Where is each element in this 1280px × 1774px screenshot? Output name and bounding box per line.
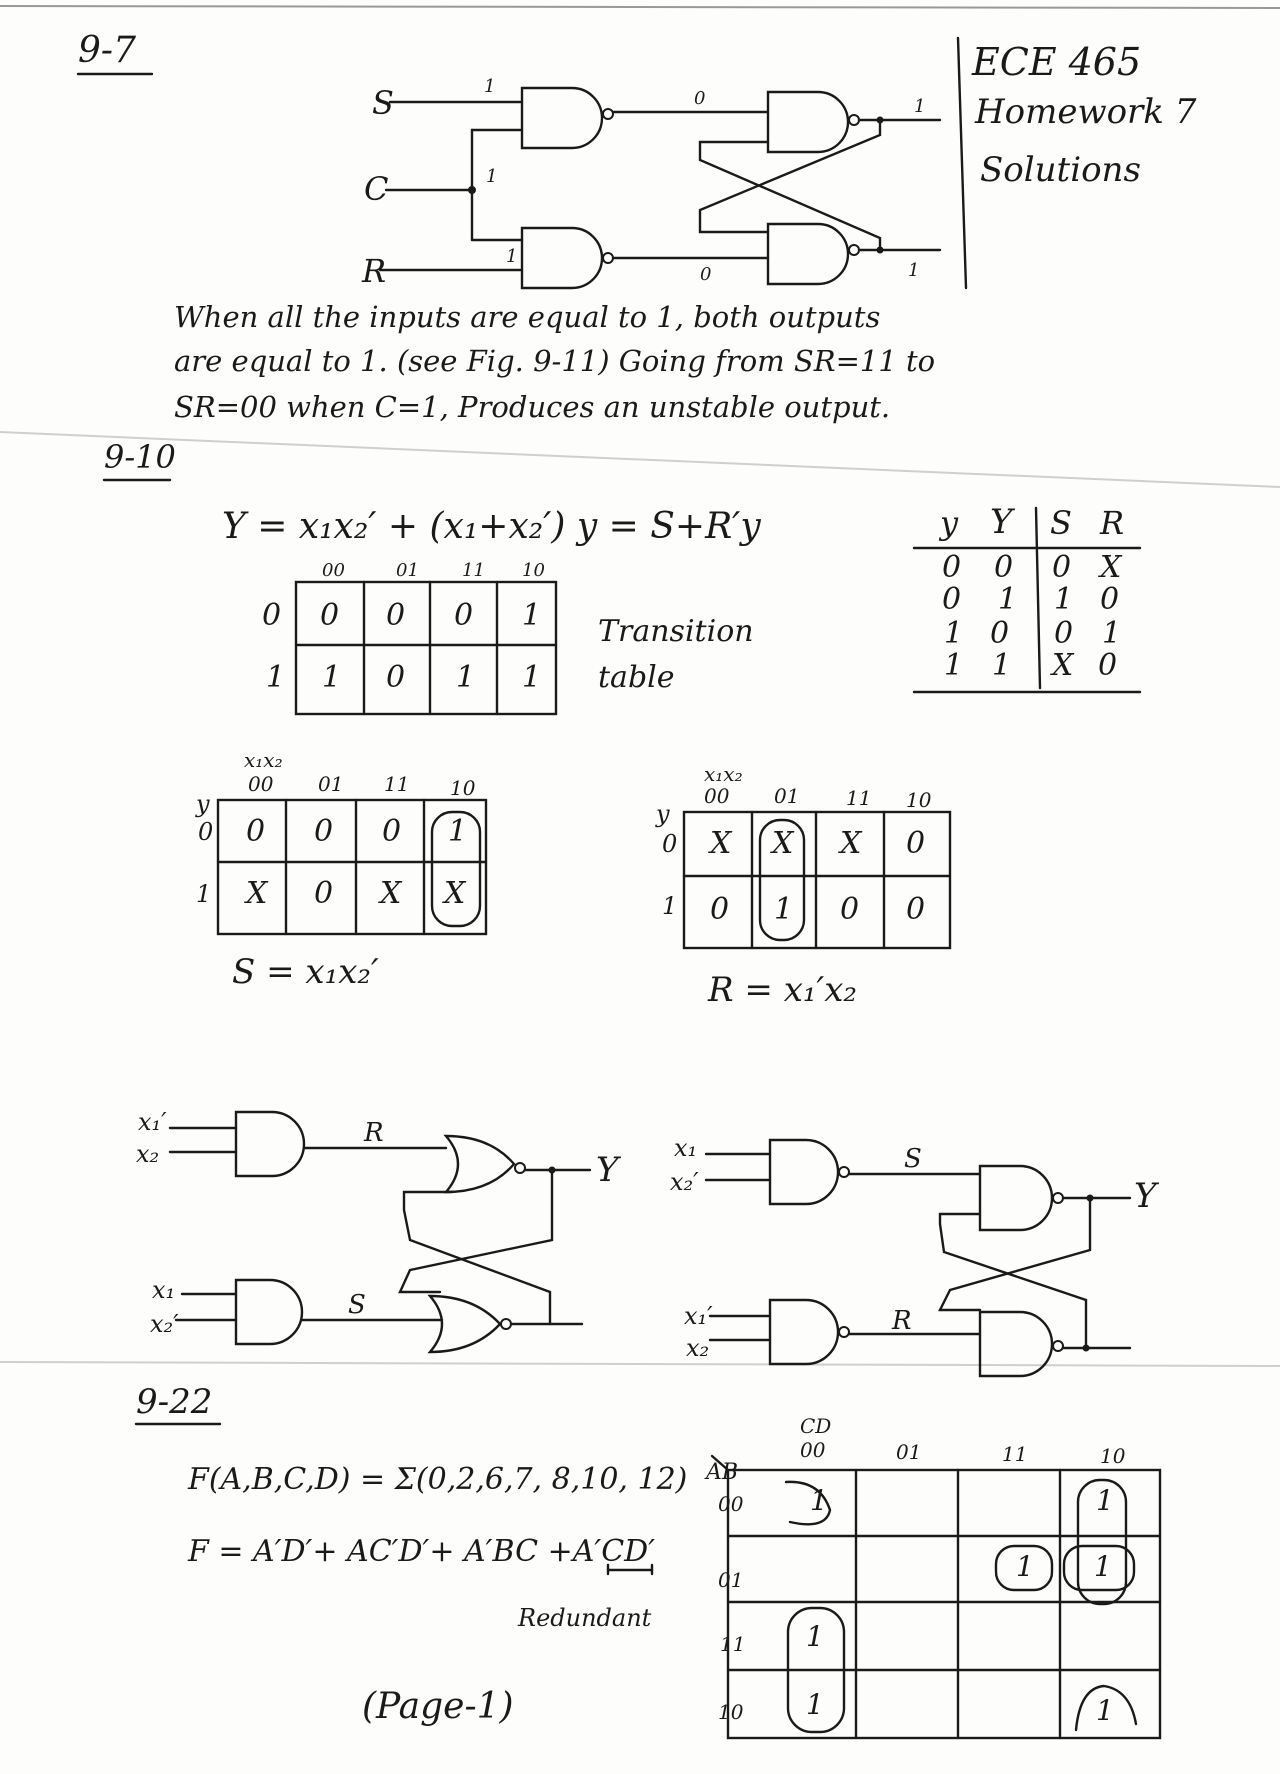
kmap-r-var-label: x₁x₂ bbox=[704, 762, 743, 786]
kmap-s-cell: X bbox=[380, 876, 402, 911]
kmap-s-cell: X bbox=[444, 876, 466, 911]
sr-cell: X bbox=[1052, 648, 1074, 683]
kmap-s-row-header: 0 bbox=[198, 818, 214, 846]
section-divider-2 bbox=[0, 1362, 1280, 1366]
kmap-s-col-header: 11 bbox=[384, 772, 410, 796]
redundant-label: Redundant bbox=[518, 1604, 652, 1632]
page-top-edge bbox=[0, 6, 1280, 8]
nand-output-label: Y bbox=[1134, 1176, 1157, 1216]
nand-input-label: x₂ bbox=[686, 1334, 710, 1362]
sr-cell: 1 bbox=[944, 648, 964, 683]
tt-row-header: 1 bbox=[266, 660, 286, 695]
nor-wire-s-label: S bbox=[348, 1290, 366, 1320]
nor-input-label: x₂ bbox=[136, 1140, 160, 1168]
nor-input-label: x₁′ bbox=[138, 1108, 167, 1136]
kmap-r-col-header: 00 bbox=[704, 784, 730, 808]
nand-input-label: x₁′ bbox=[684, 1302, 713, 1330]
input-r-label: R bbox=[362, 252, 387, 290]
kmap-s-var-label: x₁x₂ bbox=[244, 748, 283, 772]
transition-caption-1: Transition bbox=[598, 614, 754, 649]
kmap-r-col-header: 10 bbox=[906, 788, 932, 812]
nor-input-label: x₂′ bbox=[150, 1310, 179, 1338]
logic-value: 1 bbox=[908, 260, 920, 281]
nand-latch-circuit bbox=[706, 1140, 1130, 1376]
latch-9-7-circuit bbox=[380, 88, 940, 288]
page-number: (Page-1) bbox=[362, 1686, 514, 1727]
kmap-r-cell: 0 bbox=[906, 826, 926, 861]
sr-cell: 0 bbox=[942, 582, 962, 617]
input-c-label: C bbox=[364, 170, 389, 208]
kmap922-cell: 1 bbox=[806, 1688, 824, 1721]
kmap-r-cell: 0 bbox=[840, 892, 860, 927]
sr-header: R bbox=[1100, 504, 1125, 542]
kmap-r-cell: X bbox=[772, 826, 794, 861]
kmap922-cell: 1 bbox=[1096, 1484, 1114, 1517]
tt-col-header: 00 bbox=[322, 560, 345, 581]
minterm-function: F(A,B,C,D) = Σ(0,2,6,7, 8,10, 12) bbox=[188, 1462, 688, 1497]
explanation-line-3: SR=00 when C=1, Produces an unstable output. bbox=[174, 390, 891, 424]
header-divider bbox=[958, 38, 966, 288]
kmap922-col-header: 00 bbox=[800, 1438, 826, 1462]
sr-cell: 0 bbox=[1098, 648, 1118, 683]
kmap-s-cell: 0 bbox=[382, 814, 402, 849]
sr-cell: 0 bbox=[942, 550, 962, 585]
kmap-r-cell: 0 bbox=[906, 892, 926, 927]
redundant-term: +A′CD′ bbox=[547, 1534, 656, 1569]
transition-caption-2: table bbox=[598, 660, 675, 695]
logic-value: 0 bbox=[694, 88, 706, 109]
section-divider-1 bbox=[0, 432, 1280, 487]
kmap922-row-header: 00 bbox=[718, 1492, 744, 1516]
explanation-line-1: When all the inputs are equal to 1, both outputs bbox=[174, 300, 881, 334]
sr-header: S bbox=[1050, 504, 1072, 542]
kmap-r-row-header: 1 bbox=[662, 892, 678, 920]
nor-wire-r-label: R bbox=[364, 1118, 384, 1148]
sr-cell: 1 bbox=[1102, 616, 1122, 651]
kmap-s-cell: 1 bbox=[448, 814, 468, 849]
tt-col-header: 10 bbox=[522, 560, 545, 581]
kmap922-row-header: 01 bbox=[718, 1568, 744, 1592]
sr-cell: X bbox=[1100, 550, 1122, 585]
kmap-r-cell: X bbox=[840, 826, 862, 861]
kmap922-col-var: CD bbox=[800, 1414, 832, 1438]
problem-label-9-10: 9-10 bbox=[104, 438, 176, 476]
nor-input-label: x₁ bbox=[152, 1276, 176, 1304]
kmap-s-cell: 0 bbox=[314, 814, 334, 849]
simplified-function bbox=[188, 1534, 655, 1569]
nand-input-label: x₁ bbox=[674, 1134, 698, 1162]
problem-label-9-22: 9-22 bbox=[136, 1382, 213, 1422]
kmap-s-col-header: 01 bbox=[318, 772, 344, 796]
logic-value: 0 bbox=[700, 264, 712, 285]
tt-row-header: 0 bbox=[262, 598, 282, 633]
sr-cell: 0 bbox=[990, 616, 1010, 651]
tt-cell: 0 bbox=[386, 660, 406, 695]
nand-input-label: x₂′ bbox=[670, 1168, 699, 1196]
kmap-r-cell: X bbox=[710, 826, 732, 861]
input-s-label: S bbox=[372, 84, 394, 122]
kmap-r-row-header: 0 bbox=[662, 830, 678, 858]
kmap-r-col-header: 01 bbox=[774, 784, 800, 808]
nor-latch-circuit bbox=[170, 1112, 590, 1352]
kmap-s-row-var: y bbox=[196, 790, 210, 818]
nand-wire-s-label: S bbox=[904, 1144, 922, 1174]
logic-value: 1 bbox=[484, 76, 496, 97]
kmap-r-result: R = x₁′x₂ bbox=[708, 970, 858, 1010]
kmap-922-grid bbox=[608, 1456, 1160, 1738]
kmap922-row-var: AB bbox=[706, 1460, 739, 1485]
kmap-r-cell: 0 bbox=[710, 892, 730, 927]
sr-cell: 0 bbox=[1100, 582, 1120, 617]
logic-value: 1 bbox=[486, 166, 498, 187]
nand-wire-r-label: R bbox=[892, 1306, 912, 1336]
kmap-s-cell: 0 bbox=[246, 814, 266, 849]
simplified-terms: F = A′D′+ AC′D′+ A′BC bbox=[188, 1534, 548, 1569]
kmap-r-row-var: y bbox=[656, 800, 670, 828]
kmap-s-col-header: 10 bbox=[450, 776, 476, 800]
sr-cell: 0 bbox=[994, 550, 1014, 585]
kmap922-row-header: 11 bbox=[720, 1632, 746, 1656]
kmap-s-row-header: 1 bbox=[196, 880, 212, 908]
kmap922-row-header: 10 bbox=[718, 1700, 744, 1724]
kmap-s-result: S = x₁x₂′ bbox=[232, 952, 379, 992]
sr-cell: 0 bbox=[1052, 550, 1072, 585]
tt-cell: 1 bbox=[522, 660, 542, 695]
sr-header: y bbox=[940, 504, 959, 542]
tt-cell: 1 bbox=[522, 598, 542, 633]
sr-cell: 1 bbox=[998, 582, 1018, 617]
next-state-equation: Y = x₁x₂′ + (x₁+x₂′) y = S+R′y bbox=[222, 506, 761, 547]
nor-output-label: Y bbox=[596, 1150, 619, 1190]
kmap-r-col-header: 11 bbox=[846, 786, 872, 810]
kmap-s-col-header: 00 bbox=[248, 772, 274, 796]
sr-cell: 1 bbox=[992, 648, 1012, 683]
solutions-title: Solutions bbox=[980, 150, 1141, 190]
kmap-r-cell: 1 bbox=[774, 892, 794, 927]
kmap922-col-header: 10 bbox=[1100, 1444, 1126, 1468]
tt-col-header: 01 bbox=[396, 560, 419, 581]
tt-col-header: 11 bbox=[462, 560, 485, 581]
kmap-s-cell: X bbox=[246, 876, 268, 911]
explanation-line-2: are equal to 1. (see Fig. 9-11) Going from SR=11 to bbox=[174, 344, 936, 378]
problem-label-9-7: 9-7 bbox=[78, 30, 136, 71]
kmap922-cell: 1 bbox=[1096, 1694, 1114, 1727]
tt-cell: 1 bbox=[456, 660, 476, 695]
kmap922-col-header: 01 bbox=[896, 1440, 922, 1464]
tt-cell: 1 bbox=[322, 660, 342, 695]
kmap922-cell: 1 bbox=[806, 1620, 824, 1653]
sr-header: Y bbox=[990, 502, 1013, 542]
kmap-s-cell: 0 bbox=[314, 876, 334, 911]
sr-cell: 1 bbox=[1054, 582, 1074, 617]
sr-cell: 1 bbox=[944, 616, 964, 651]
logic-value: 1 bbox=[914, 96, 926, 117]
course-title: ECE 465 bbox=[972, 40, 1142, 84]
tt-cell: 0 bbox=[386, 598, 406, 633]
kmap922-cell: 1 bbox=[810, 1484, 828, 1517]
kmap922-cell: 1 bbox=[1094, 1550, 1112, 1583]
tt-cell: 0 bbox=[320, 598, 340, 633]
kmap922-cell: 1 bbox=[1016, 1550, 1034, 1583]
sr-cell: 0 bbox=[1054, 616, 1074, 651]
tt-cell: 0 bbox=[454, 598, 474, 633]
assignment-title: Homework 7 bbox=[975, 92, 1197, 132]
kmap922-col-header: 11 bbox=[1002, 1442, 1028, 1466]
logic-value: 1 bbox=[506, 246, 518, 267]
